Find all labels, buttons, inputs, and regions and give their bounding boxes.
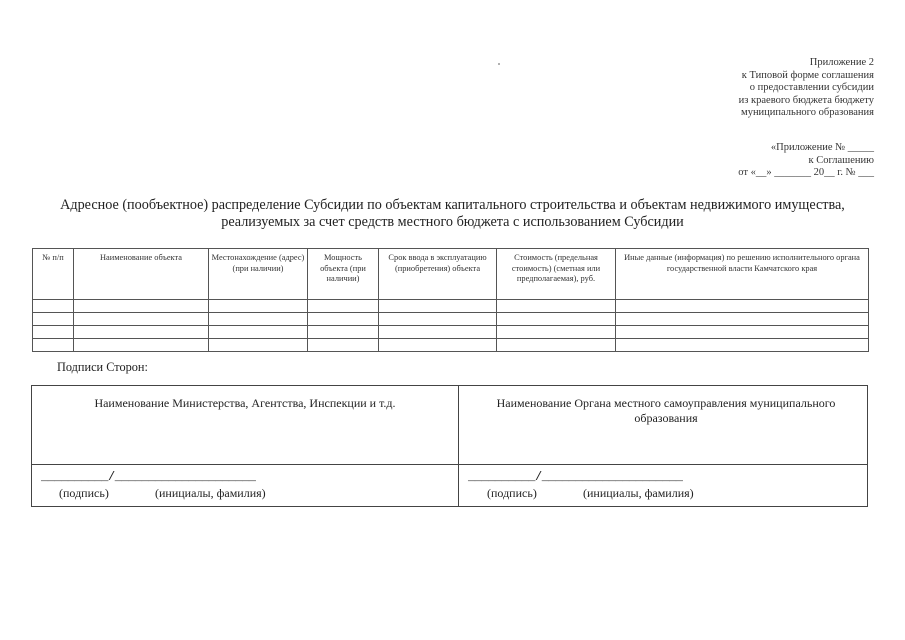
scan-speck [498, 63, 500, 65]
appendix-ref-line: к Соглашению [808, 154, 874, 166]
header-other-data: Иные данные (информация) по решению исполнительного органа государственной власти Камчатского края [616, 249, 869, 300]
header-capacity: Мощность объекта (при наличии) [308, 249, 379, 300]
title-line-2: реализуемых за счет средств местного бюджета с использованием Субсидии [221, 213, 684, 230]
distribution-table [32, 248, 869, 352]
appendix-header [574, 57, 874, 120]
ministry-name: Наименование Министерства, Агентства, Инспекции и т.д. [94, 396, 396, 410]
header-object-name: Наименование объекта [74, 249, 209, 300]
appendix-ref-line: «Приложение № _____ [770, 142, 874, 153]
appendix-line: из краевого бюджета бюджету [738, 94, 874, 106]
table-row [33, 339, 869, 352]
signatures-label: Подписи Сторон: [57, 360, 148, 374]
appendix-line: муниципального образования [741, 107, 874, 119]
appendix-line: Приложение 2 [809, 57, 874, 68]
signatures-divider [458, 386, 459, 506]
appendix-line: о предоставлении субсидии [749, 82, 874, 94]
caption-initials: (инициалы, фамилия) [583, 486, 694, 500]
table-row [33, 313, 869, 326]
table-header-row [33, 249, 869, 300]
appendix-reference [574, 142, 874, 180]
table-row [33, 300, 869, 313]
header-number: № п/п [33, 249, 74, 300]
table-row [33, 326, 869, 339]
document-title [20, 197, 885, 230]
signatures-separator [32, 464, 867, 465]
signatures-block [31, 385, 868, 507]
header-location: Местонахождение (адрес) (при наличии) [209, 249, 308, 300]
municipal-signature-caption [487, 486, 694, 501]
ministry-signature-line: __________/_____________________ [41, 470, 256, 484]
municipal-signature-line: __________/_____________________ [468, 470, 683, 484]
municipal-body-name: Наименование Органа местного самоуправления муниципального образования [496, 396, 836, 425]
ministry-signature-caption [59, 486, 266, 501]
caption-signature: (подпись) [59, 486, 109, 500]
caption-signature: (подпись) [487, 486, 537, 500]
title-line-1: Адресное (пообъектное) распределение Субсидии по объектам капитального строительства и объектам недвижимого имущества, [60, 197, 845, 213]
appendix-line: к Типовой форме соглашения [741, 69, 874, 81]
caption-initials: (инициалы, фамилия) [155, 486, 266, 500]
header-cost: Стоимость (предельная стоимость) (сметная или предполагаемая), руб. [497, 249, 616, 300]
header-commission-date: Срок ввода в эксплуатацию (приобретения) объекта [379, 249, 497, 300]
appendix-ref-line: от «__» _______ 20__ г. № ___ [738, 167, 874, 179]
